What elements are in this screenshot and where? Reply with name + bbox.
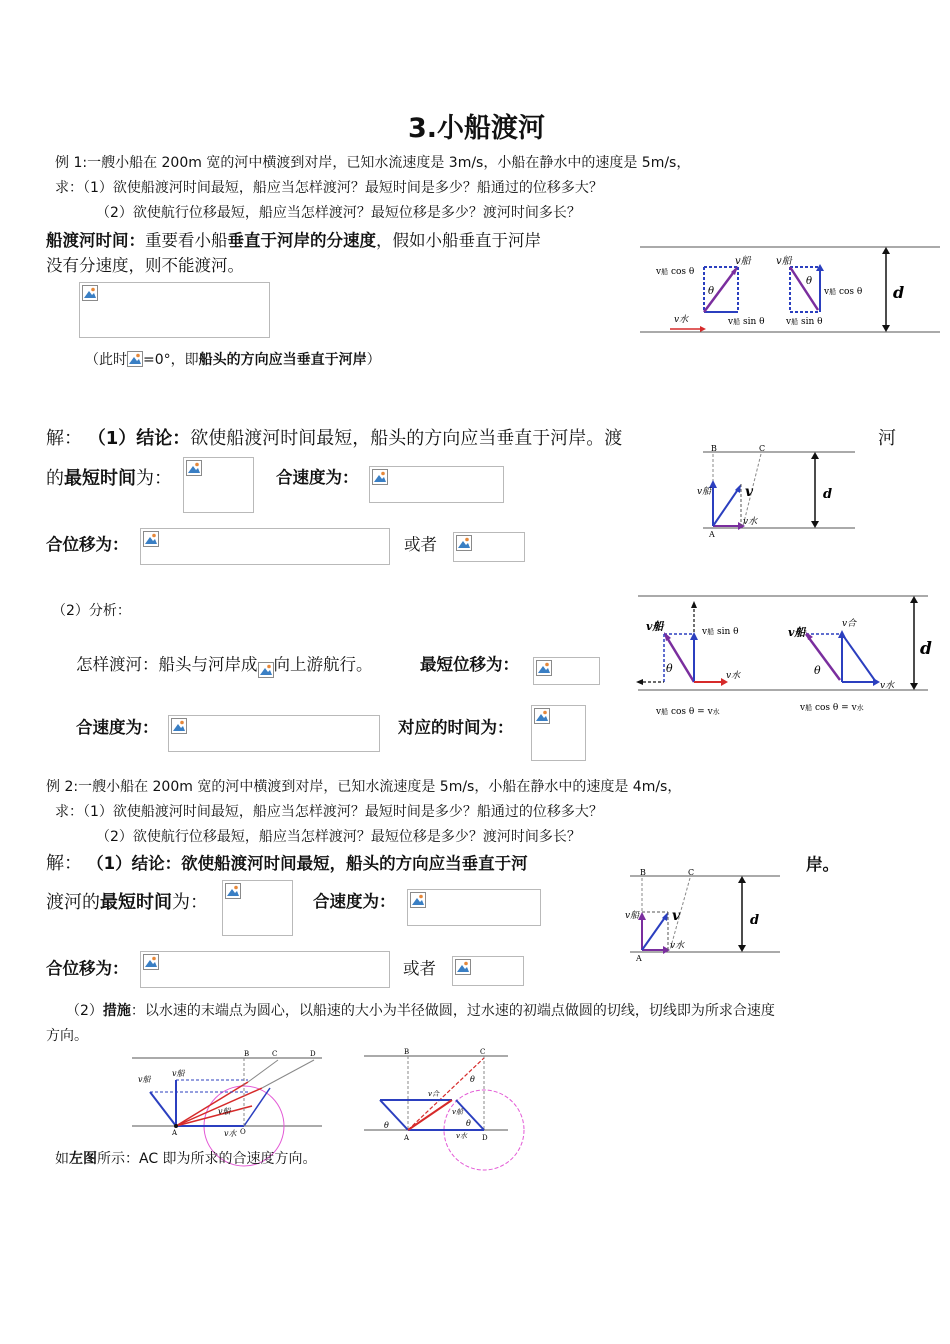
line2-a: 的 (46, 468, 64, 489)
solution2-line2 (46, 888, 208, 914)
resultant-disp-image-3 (140, 951, 390, 988)
s2-line2-c: 为： (172, 892, 208, 913)
crossing-text-a: 重要看小船 (145, 231, 228, 250)
c6-theta-3: θ (470, 1075, 475, 1084)
resultant-speed-label: 合速度为： (276, 468, 359, 487)
point-a-2: A (636, 954, 642, 963)
d-label-4: d (750, 913, 760, 928)
sin-label-2: v船 sin θ (786, 317, 823, 327)
or-label-2: 或者 (403, 959, 436, 978)
v-water-label-2: v水 (743, 517, 758, 527)
broken-image-icon (455, 959, 471, 975)
c6-theta-2: θ (466, 1119, 471, 1128)
v-label-2: v (672, 908, 681, 924)
cos-label: v船 cos θ (656, 267, 695, 277)
c5-v-boat-3: v船 (218, 1107, 231, 1116)
v-boat-label: v船 (735, 256, 751, 267)
crossing-label: 船渡河时间： (46, 231, 145, 250)
c5-d: D (310, 1050, 316, 1058)
time-image (531, 705, 586, 761)
resultant-speed-label-2: 合速度为： (313, 892, 396, 911)
c6-d: D (482, 1134, 488, 1142)
c6-c: C (480, 1048, 486, 1056)
broken-image-icon (171, 718, 187, 734)
example1-line3: （2）欲使航行位移最短，船应当怎样渡河？最短位移是多少？渡河时间多长？ (96, 205, 581, 221)
c5-o: O (240, 1128, 246, 1136)
v-boat-label-2: v船 (776, 256, 792, 267)
measure-line2: 方向。 (46, 1028, 88, 1044)
v-boat-label-4: v船 (646, 620, 664, 633)
v-boat-label-5: v船 (788, 626, 806, 639)
cos-label-2: v船 cos θ (824, 287, 863, 297)
v-water-label: v水 (674, 315, 689, 325)
d-label: d (893, 283, 905, 302)
measure-line1 (66, 1000, 775, 1020)
resultant-disp-label: 合位移为： (46, 535, 129, 554)
jie-label-2: 解： (46, 853, 82, 874)
example2-line3: （2）欲使航行位移最短，船应当怎样渡河？最短位移是多少？渡河时间多长？ (96, 829, 581, 845)
crossing-text-c: ，假如小船垂直于河岸 (376, 231, 541, 250)
note-c: 船头的方向应当垂直于河岸 (198, 352, 367, 368)
c6-a: A (404, 1134, 410, 1142)
solution1-line2 (46, 464, 172, 490)
measure-b: 措施 (102, 1003, 131, 1019)
part2-label: （2）分析： (52, 603, 131, 619)
how-to-cross (76, 651, 373, 678)
figure-min-time-2 (622, 866, 787, 964)
v-boat-label-3: v船 (697, 487, 712, 497)
broken-image-icon (225, 883, 241, 899)
fig-note-c: 所示：AC 即为所求的合速度方向。 (97, 1151, 317, 1167)
figure-circle-right (360, 1046, 530, 1176)
min-time-image (183, 457, 254, 513)
v-he-label: v合 (842, 619, 857, 629)
or-label: 或者 (404, 535, 437, 554)
v-water-label-4: v水 (880, 681, 895, 691)
broken-image-icon (143, 531, 159, 547)
resultant-disp-image-4 (452, 956, 524, 986)
example2-line2: 求：（1）欲使船渡河时间最短，船应当怎样渡河？最短时间是多少？船通过的位移多大？ (55, 804, 603, 820)
broken-image-icon (82, 285, 98, 301)
note-a: （此时 (85, 352, 127, 368)
point-b-2: B (640, 868, 646, 877)
broken-image-icon (258, 662, 274, 678)
jie-label: 解： (46, 428, 82, 449)
c5-b: B (244, 1050, 250, 1058)
eq-label: v船 cos θ = v水 (656, 707, 720, 717)
broken-image-icon (372, 469, 388, 485)
sin-label-2: v船 sin θ (702, 627, 739, 637)
figure-min-time (695, 442, 860, 540)
solution2-part1: （1）结论：欲使船渡河时间最短，船头的方向应当垂直于河 (87, 854, 528, 873)
theta-label-2: θ (806, 276, 813, 287)
c5-v-water: v水 (224, 1129, 237, 1138)
note-d: ） (366, 352, 381, 368)
min-disp-label: 最短位移为： (420, 655, 519, 674)
point-c-2: C (688, 868, 695, 877)
c6-b: B (404, 1048, 410, 1056)
figure-decomposition (640, 242, 945, 338)
resultant-speed2-label: 合速度为： (76, 718, 159, 737)
part1-label: （1）结论： (87, 428, 191, 449)
formula-image (79, 282, 270, 338)
point-a: A (709, 530, 715, 539)
theta-label-3: θ (666, 662, 673, 675)
figure-min-displacement (636, 594, 944, 722)
v-boat-label-6: v船 (625, 911, 640, 921)
resultant-speed-image-2 (407, 889, 541, 926)
theta-label-4: θ (814, 664, 821, 677)
measure-c: ：以水速的末端点为圆心，以船速的大小为半径做圆，过水速的初端点做圆的切线，切线即为所求合速度 (130, 1003, 775, 1019)
note-b: =0°，即 (143, 352, 199, 368)
broken-image-icon (456, 535, 472, 551)
resultant-speed2-image (168, 715, 380, 752)
d-label-3: d (920, 639, 932, 659)
broken-image-icon (410, 892, 426, 908)
resultant-speed-image (369, 466, 504, 503)
c6-v-boat: v船 (452, 1108, 463, 1116)
time-label: 对应的时间为： (398, 718, 514, 737)
example1-line2: 求：（1）欲使船渡河时间最短，船应当怎样渡河？最短时间是多少？船通过的位移多大？ (55, 180, 603, 196)
crossing-text-b: 垂直于河岸的分速度 (227, 231, 376, 250)
fig-note-a: 如 (55, 1151, 69, 1167)
measure-a: （2） (66, 1003, 103, 1019)
c6-v-he: v合 (428, 1090, 439, 1098)
c5-c: C (272, 1050, 278, 1058)
s2-line2-b: 最短时间 (100, 892, 172, 913)
c6-theta: θ (384, 1121, 389, 1130)
broken-image-icon (186, 460, 202, 476)
eq-label-2: v船 cos θ = v水 (800, 703, 864, 713)
example2-line1: 例 2:一艘小船在 200m 宽的河中横渡到对岸，已知水流速度是 5m/s，小船在静水中的速度是 4m/s， (46, 779, 682, 795)
line2-c: 为： (136, 468, 172, 489)
min-time-image-2 (222, 880, 293, 936)
broken-image-icon (127, 351, 143, 367)
fig-note-b: 左图 (69, 1151, 97, 1167)
d-label-2: d (823, 487, 833, 502)
line2-b: 最短时间 (64, 468, 136, 489)
solution2-an: 岸。 (806, 855, 839, 874)
resultant-disp-image-2 (453, 532, 525, 562)
s2-line2-a: 渡河的 (46, 892, 100, 913)
theta-label: θ (708, 286, 715, 297)
point-c: C (759, 444, 766, 453)
solution1-line1 (46, 424, 622, 450)
solution1-text: 欲使船渡河时间最短，船头的方向应当垂直于河岸。渡 (190, 428, 623, 449)
resultant-disp-image (140, 528, 390, 565)
v-water-label-5: v水 (670, 941, 685, 951)
crossing-line1 (46, 227, 541, 251)
how-b: 向上游航行。 (273, 655, 373, 674)
broken-image-icon (534, 708, 550, 724)
crossing-line2: 没有分速度，则不能渡河。 (46, 256, 244, 275)
how-a: 怎样渡河：船头与河岸成 (76, 655, 258, 674)
figure-note (55, 1148, 317, 1168)
point-b: B (711, 444, 717, 453)
c5-a: A (172, 1129, 178, 1137)
v-label: v (745, 484, 754, 500)
sin-label: v船 sin θ (728, 317, 765, 327)
min-disp-image (533, 657, 600, 685)
broken-image-icon (143, 954, 159, 970)
c6-v-water: v水 (456, 1132, 467, 1140)
v-water-label-3: v水 (726, 671, 741, 681)
broken-image-icon (536, 660, 552, 676)
example1-line1: 例 1:一艘小船在 200m 宽的河中横渡到对岸，已知水流速度是 3m/s，小船在静水中的速度是 5m/s， (55, 155, 691, 171)
resultant-disp-label-2: 合位移为： (46, 959, 129, 978)
page-title: 3.小船渡河 (408, 113, 546, 144)
solution1-he: 河 (878, 428, 896, 449)
crossing-note (85, 349, 381, 369)
c5-v-boat: v船 (138, 1075, 151, 1084)
solution2-line1 (46, 849, 528, 875)
c5-v-boat-2: v船 (172, 1069, 185, 1078)
